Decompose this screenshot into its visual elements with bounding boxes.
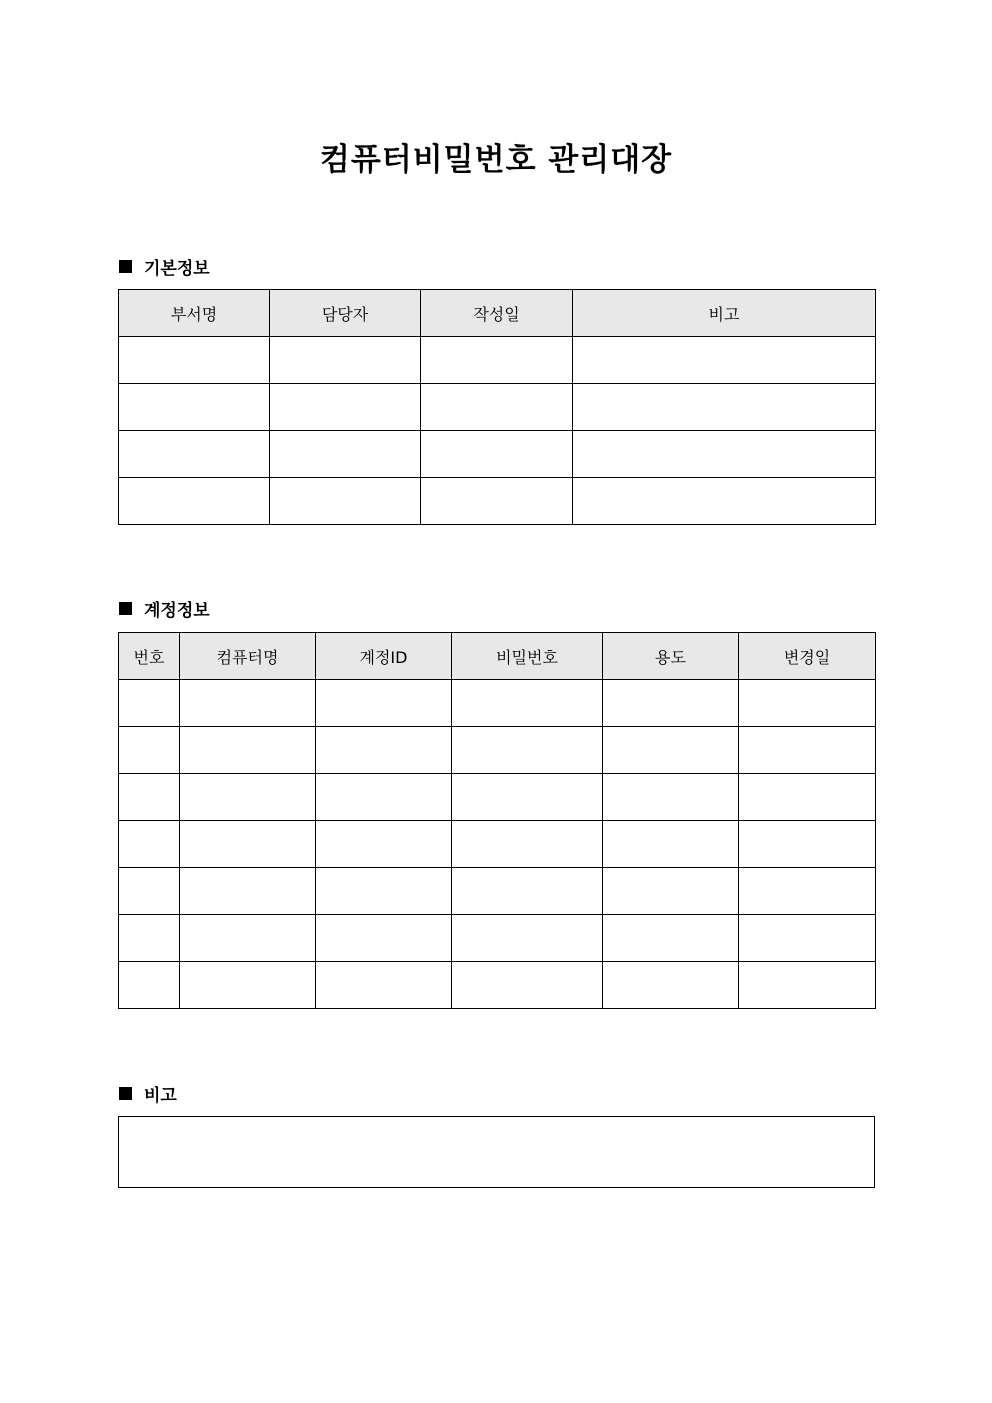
table-cell[interactable] (119, 774, 180, 821)
table-cell[interactable] (316, 915, 452, 962)
table-cell[interactable] (119, 478, 270, 525)
column-header-remarks: 비고 (573, 290, 876, 337)
table-cell[interactable] (180, 915, 316, 962)
table-cell[interactable] (316, 727, 452, 774)
table-cell[interactable] (452, 774, 603, 821)
table-row (119, 868, 876, 915)
account-info-table (118, 632, 876, 1009)
table-cell[interactable] (270, 431, 421, 478)
column-header-account-id: 계정ID (316, 633, 452, 680)
remarks-heading-label: 비고 (144, 1086, 177, 1106)
table-cell[interactable] (603, 962, 739, 1009)
table-row (119, 821, 876, 868)
table-row (119, 727, 876, 774)
table-cell[interactable] (739, 821, 876, 868)
table-cell[interactable] (270, 384, 421, 431)
remarks-box[interactable] (118, 1116, 875, 1188)
table-cell[interactable] (452, 727, 603, 774)
table-cell[interactable] (603, 727, 739, 774)
square-bullet-icon (119, 1087, 132, 1100)
table-cell[interactable] (603, 915, 739, 962)
basic-info-header-row (119, 290, 876, 337)
table-cell[interactable] (316, 680, 452, 727)
table-cell[interactable] (421, 337, 573, 384)
table-cell[interactable] (180, 727, 316, 774)
table-cell[interactable] (316, 774, 452, 821)
table-row (119, 774, 876, 821)
table-cell[interactable] (421, 431, 573, 478)
table-cell[interactable] (573, 337, 876, 384)
table-cell[interactable] (452, 821, 603, 868)
table-row (119, 962, 876, 1009)
table-cell[interactable] (603, 680, 739, 727)
table-cell[interactable] (739, 868, 876, 915)
table-cell[interactable] (119, 868, 180, 915)
table-cell[interactable] (180, 962, 316, 1009)
table-cell[interactable] (603, 774, 739, 821)
table-row (119, 680, 876, 727)
table-cell[interactable] (270, 337, 421, 384)
column-header-change-date: 변경일 (739, 633, 876, 680)
table-cell[interactable] (452, 868, 603, 915)
table-cell[interactable] (316, 821, 452, 868)
table-row (119, 384, 876, 431)
column-header-department: 부서명 (119, 290, 270, 337)
square-bullet-icon (119, 602, 132, 615)
table-cell[interactable] (180, 821, 316, 868)
table-cell[interactable] (739, 680, 876, 727)
table-cell[interactable] (316, 962, 452, 1009)
column-header-date-written: 작성일 (421, 290, 573, 337)
table-cell[interactable] (119, 337, 270, 384)
table-cell[interactable] (573, 431, 876, 478)
table-cell[interactable] (270, 478, 421, 525)
table-cell[interactable] (180, 774, 316, 821)
table-cell[interactable] (739, 962, 876, 1009)
table-row (119, 915, 876, 962)
column-header-manager: 담당자 (270, 290, 421, 337)
basic-info-table (118, 289, 876, 525)
basic-info-heading (119, 254, 210, 279)
table-cell[interactable] (119, 680, 180, 727)
table-cell[interactable] (119, 962, 180, 1009)
account-info-header-row (119, 633, 876, 680)
table-cell[interactable] (119, 915, 180, 962)
column-header-number: 번호 (119, 633, 180, 680)
table-cell[interactable] (119, 384, 270, 431)
document-title: 컴퓨터비밀번호 관리대장 (319, 142, 673, 178)
table-cell[interactable] (119, 431, 270, 478)
account-info-heading-label: 계정정보 (144, 601, 210, 621)
table-cell[interactable] (119, 821, 180, 868)
remarks-heading (119, 1081, 177, 1106)
table-cell[interactable] (452, 680, 603, 727)
table-cell[interactable] (119, 727, 180, 774)
table-cell[interactable] (739, 915, 876, 962)
table-cell[interactable] (603, 821, 739, 868)
column-header-purpose: 용도 (603, 633, 739, 680)
table-row (119, 478, 876, 525)
table-cell[interactable] (603, 868, 739, 915)
column-header-password: 비밀번호 (452, 633, 603, 680)
basic-info-heading-label: 기본정보 (144, 259, 210, 279)
table-cell[interactable] (573, 384, 876, 431)
table-cell[interactable] (316, 868, 452, 915)
table-cell[interactable] (421, 478, 573, 525)
table-cell[interactable] (452, 962, 603, 1009)
table-cell[interactable] (739, 727, 876, 774)
column-header-computer-name: 컴퓨터명 (180, 633, 316, 680)
table-cell[interactable] (573, 478, 876, 525)
account-info-heading (119, 596, 210, 621)
table-cell[interactable] (452, 915, 603, 962)
table-cell[interactable] (421, 384, 573, 431)
square-bullet-icon (119, 260, 132, 273)
table-cell[interactable] (739, 774, 876, 821)
table-cell[interactable] (180, 680, 316, 727)
table-row (119, 337, 876, 384)
table-row (119, 431, 876, 478)
table-cell[interactable] (180, 868, 316, 915)
